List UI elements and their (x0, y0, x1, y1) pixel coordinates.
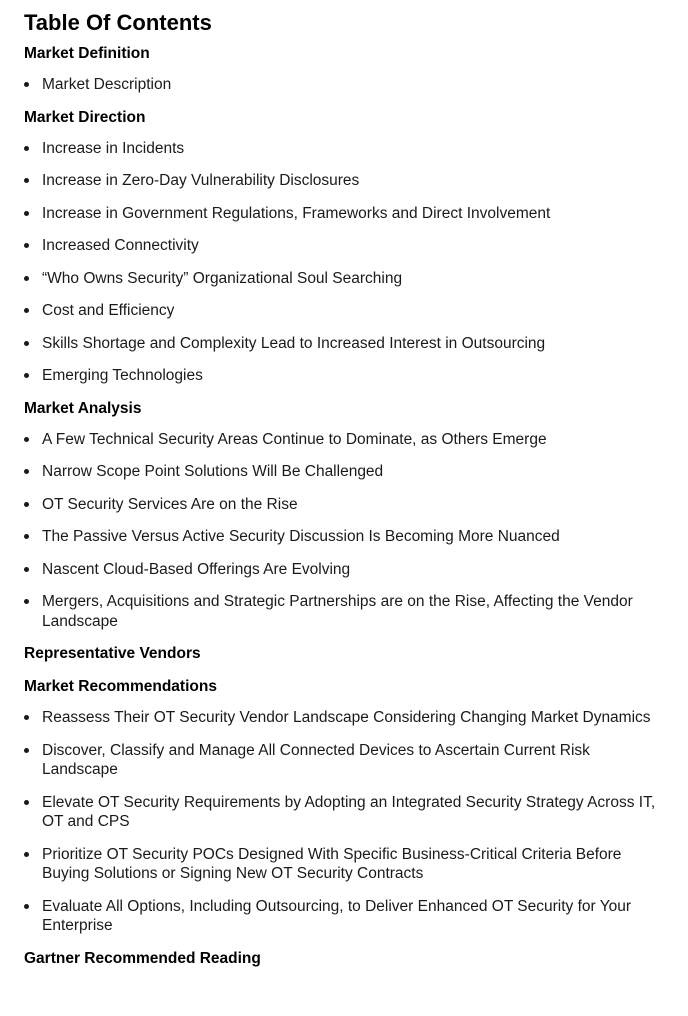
list-item[interactable] (24, 139, 656, 159)
list-item-label: Increased Connectivity (42, 237, 199, 254)
bullet-icon (24, 211, 29, 216)
list-item-label: Increase in Incidents (42, 139, 185, 157)
bullet-icon (24, 243, 29, 248)
section-heading[interactable]: Representative Vendors (24, 645, 201, 662)
list-item-label: Narrow Scope Point Solutions Will Be Challenged (42, 463, 384, 480)
list-item[interactable] (24, 592, 656, 631)
bullet-icon (24, 748, 29, 753)
toc-sections (24, 44, 664, 969)
page-title: Table Of Contents (24, 10, 212, 35)
bullet-icon (24, 82, 29, 87)
bullet-icon (24, 341, 29, 346)
bullet-icon (24, 373, 29, 378)
bullet-icon (24, 904, 29, 909)
bullet-icon (24, 502, 29, 507)
list-item-label: “Who Owns Security” Organizational Soul Searching (42, 269, 403, 287)
section-item-list (24, 139, 664, 386)
section-item-list (24, 708, 664, 936)
list-item-label: Increase in Government Regulations, Frameworks and Direct Involvement (42, 204, 551, 222)
section-item-list (24, 430, 664, 632)
list-item[interactable] (24, 527, 656, 547)
list-item-label: Market Description (42, 76, 172, 93)
list-item-label: Prioritize OT Security POCs Designed With Specific Business-Critical Criteria Before Buying Solutions or Signing New OT Security Contracts (42, 845, 622, 882)
section-heading[interactable]: Market Definition (24, 45, 150, 62)
list-item-label: Evaluate All Options, Including Outsourcing, to Deliver Enhanced OT Security for Your Enterprise (42, 897, 632, 934)
bullet-icon (24, 567, 29, 572)
bullet-icon (24, 599, 29, 604)
list-item[interactable] (24, 845, 656, 884)
list-item-label: Increase in Zero-Day Vulnerability Disclosures (42, 172, 360, 189)
bullet-icon (24, 437, 29, 442)
list-item[interactable] (24, 741, 656, 780)
list-item[interactable] (24, 462, 656, 482)
list-item[interactable] (24, 171, 656, 191)
list-item-label: Reassess Their OT Security Vendor Landscape Considering Changing Market Dynamics (42, 709, 651, 726)
section-heading[interactable]: Gartner Recommended Reading (24, 949, 261, 967)
list-item-label: Mergers, Acquisitions and Strategic Partnerships are on the Rise, Affecting the Vendor Landscape (42, 593, 633, 630)
list-item-label: Discover, Classify and Manage All Connected Devices to Ascertain Current Risk Landscape (42, 741, 590, 778)
list-item[interactable] (24, 495, 656, 515)
list-item-label: Nascent Cloud-Based Offerings Are Evolving (42, 560, 351, 578)
bullet-icon (24, 276, 29, 281)
section-heading[interactable]: Market Direction (24, 108, 146, 126)
bullet-icon (24, 852, 29, 857)
list-item[interactable] (24, 75, 656, 95)
section-heading[interactable]: Market Recommendations (24, 678, 217, 695)
list-item-label: The Passive Versus Active Security Discussion Is Becoming More Nuanced (42, 528, 560, 545)
bullet-icon (24, 469, 29, 474)
list-item[interactable] (24, 793, 656, 832)
section-heading[interactable]: Market Analysis (24, 399, 142, 417)
list-item[interactable] (24, 366, 656, 386)
bullet-icon (24, 534, 29, 539)
list-item-label: Emerging Technologies (42, 367, 203, 384)
list-item[interactable] (24, 236, 656, 256)
list-item-label: Skills Shortage and Complexity Lead to Increased Interest in Outsourcing (42, 334, 546, 352)
list-item-label: Cost and Efficiency (42, 302, 175, 319)
list-item[interactable] (24, 897, 656, 936)
list-item[interactable] (24, 334, 656, 354)
bullet-icon (24, 715, 29, 720)
bullet-icon (24, 178, 29, 183)
list-item[interactable] (24, 269, 656, 289)
list-item-label: OT Security Services Are on the Rise (42, 495, 298, 513)
list-item[interactable] (24, 301, 656, 321)
list-item[interactable] (24, 430, 656, 450)
list-item[interactable] (24, 708, 656, 728)
bullet-icon (24, 146, 29, 151)
section-item-list (24, 75, 664, 95)
list-item[interactable] (24, 560, 656, 580)
list-item[interactable] (24, 204, 656, 224)
list-item-label: A Few Technical Security Areas Continue to Dominate, as Others Emerge (42, 430, 547, 448)
bullet-icon (24, 308, 29, 313)
list-item-label: Elevate OT Security Requirements by Adopting an Integrated Security Strategy Across IT, OT and CPS (42, 793, 656, 830)
bullet-icon (24, 800, 29, 805)
